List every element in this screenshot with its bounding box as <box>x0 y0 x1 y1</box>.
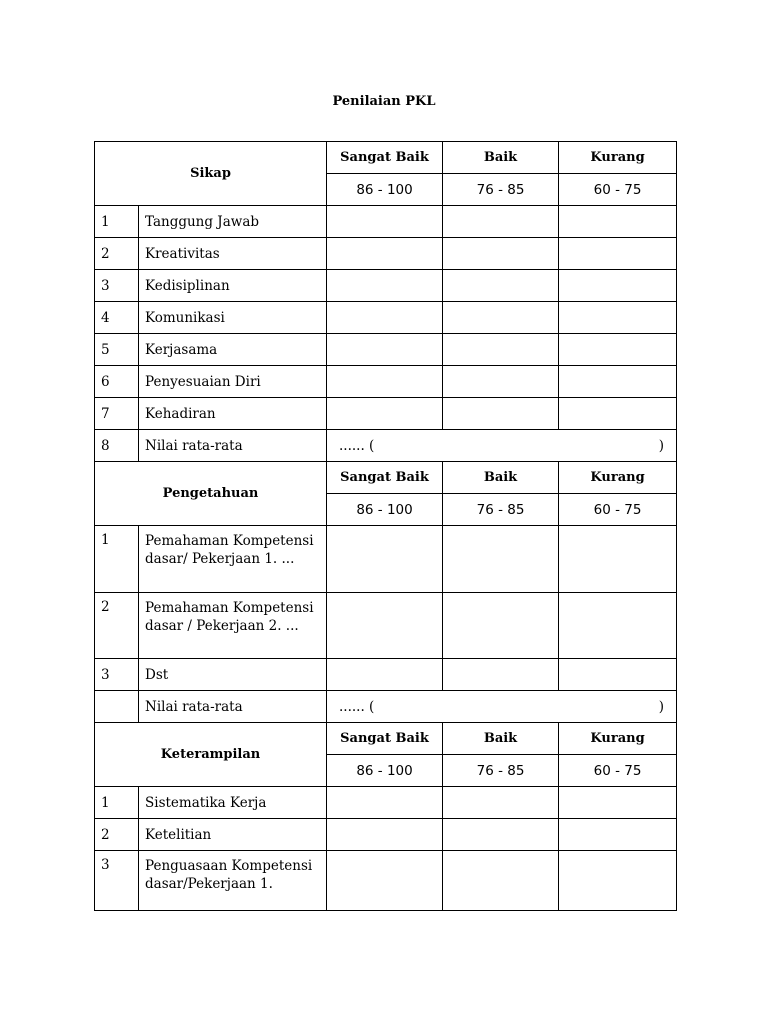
score-cell-baik[interactable] <box>443 526 559 593</box>
score-cell-baik[interactable] <box>443 366 559 398</box>
score-cell-kurang[interactable] <box>559 238 677 270</box>
score-cell-baik[interactable] <box>443 659 559 691</box>
col-kurang: Kurang <box>559 723 677 755</box>
row-label: Ketelitian <box>139 819 327 851</box>
score-cell-kurang[interactable] <box>559 334 677 366</box>
table-row <box>95 659 677 691</box>
table-row <box>95 851 677 911</box>
row-number: 3 <box>95 851 139 911</box>
row-label: Kreativitas <box>139 238 327 270</box>
row-number: 3 <box>95 659 139 691</box>
section-heading-sikap: Sikap <box>95 142 327 206</box>
average-close-paren: ) <box>658 437 665 454</box>
col-baik: Baik <box>443 462 559 494</box>
col-baik: Baik <box>443 723 559 755</box>
score-cell-sangat-baik[interactable] <box>327 526 443 593</box>
score-cell-baik[interactable] <box>443 593 559 659</box>
score-cell-kurang[interactable] <box>559 302 677 334</box>
table-row <box>95 302 677 334</box>
average-value-field[interactable] <box>327 430 677 462</box>
range-baik: 76 - 85 <box>443 174 559 206</box>
score-cell-kurang[interactable] <box>559 851 677 911</box>
section-heading-pengetahuan: Pengetahuan <box>95 462 327 526</box>
score-cell-baik[interactable] <box>443 206 559 238</box>
table-row <box>95 334 677 366</box>
table-row <box>95 787 677 819</box>
row-number: 4 <box>95 302 139 334</box>
score-cell-baik[interactable] <box>443 238 559 270</box>
row-number: 3 <box>95 270 139 302</box>
score-cell-sangat-baik[interactable] <box>327 787 443 819</box>
range-sangat-baik: 86 - 100 <box>327 755 443 787</box>
average-value-field[interactable] <box>327 691 677 723</box>
row-number: 1 <box>95 526 139 593</box>
row-number: 2 <box>95 238 139 270</box>
row-label: Tanggung Jawab <box>139 206 327 238</box>
pengetahuan-header-row <box>95 462 677 494</box>
score-cell-baik[interactable] <box>443 787 559 819</box>
col-kurang: Kurang <box>559 142 677 174</box>
score-cell-sangat-baik[interactable] <box>327 851 443 911</box>
row-label: Pemahaman Kompetensi dasar/ Pekerjaan 1. ... <box>139 526 327 593</box>
score-cell-kurang[interactable] <box>559 366 677 398</box>
table-row <box>95 238 677 270</box>
score-cell-sangat-baik[interactable] <box>327 593 443 659</box>
score-cell-baik[interactable] <box>443 334 559 366</box>
range-sangat-baik: 86 - 100 <box>327 174 443 206</box>
row-number: 1 <box>95 787 139 819</box>
col-sangat-baik: Sangat Baik <box>327 462 443 494</box>
range-sangat-baik: 86 - 100 <box>327 494 443 526</box>
row-label: Kerjasama <box>139 334 327 366</box>
score-cell-kurang[interactable] <box>559 398 677 430</box>
table-row <box>95 593 677 659</box>
score-cell-baik[interactable] <box>443 398 559 430</box>
score-cell-kurang[interactable] <box>559 819 677 851</box>
sikap-header-row <box>95 142 677 174</box>
row-label: Dst <box>139 659 327 691</box>
score-cell-baik[interactable] <box>443 819 559 851</box>
row-number: 2 <box>95 819 139 851</box>
keterampilan-header-row <box>95 723 677 755</box>
range-kurang: 60 - 75 <box>559 494 677 526</box>
score-cell-kurang[interactable] <box>559 787 677 819</box>
row-number: 1 <box>95 206 139 238</box>
row-number: 2 <box>95 593 139 659</box>
score-cell-kurang[interactable] <box>559 526 677 593</box>
table-row <box>95 526 677 593</box>
average-placeholder: ...... ( <box>339 437 375 454</box>
range-kurang: 60 - 75 <box>559 174 677 206</box>
row-label: Kedisiplinan <box>139 270 327 302</box>
score-cell-sangat-baik[interactable] <box>327 334 443 366</box>
row-label: Sistematika Kerja <box>139 787 327 819</box>
average-row-pengetahuan <box>95 691 677 723</box>
score-cell-kurang[interactable] <box>559 659 677 691</box>
table-row <box>95 270 677 302</box>
score-cell-kurang[interactable] <box>559 270 677 302</box>
average-placeholder: ...... ( <box>339 698 375 715</box>
score-cell-sangat-baik[interactable] <box>327 206 443 238</box>
range-baik: 76 - 85 <box>443 494 559 526</box>
row-number: 7 <box>95 398 139 430</box>
score-cell-kurang[interactable] <box>559 206 677 238</box>
score-cell-baik[interactable] <box>443 270 559 302</box>
score-cell-sangat-baik[interactable] <box>327 238 443 270</box>
row-number <box>95 691 139 723</box>
score-cell-sangat-baik[interactable] <box>327 659 443 691</box>
row-label: Penguasaan Kompetensi dasar/Pekerjaan 1. <box>139 851 327 911</box>
average-close-paren: ) <box>658 698 665 715</box>
col-kurang: Kurang <box>559 462 677 494</box>
table-row <box>95 398 677 430</box>
page-title: Penilaian PKL <box>332 94 436 109</box>
score-cell-baik[interactable] <box>443 851 559 911</box>
col-baik: Baik <box>443 142 559 174</box>
average-row-sikap <box>95 430 677 462</box>
table-row <box>95 206 677 238</box>
score-cell-sangat-baik[interactable] <box>327 302 443 334</box>
score-cell-kurang[interactable] <box>559 593 677 659</box>
average-label: Nilai rata-rata <box>139 430 327 462</box>
col-sangat-baik: Sangat Baik <box>327 142 443 174</box>
section-heading-keterampilan: Keterampilan <box>95 723 327 787</box>
row-number: 5 <box>95 334 139 366</box>
row-label: Komunikasi <box>139 302 327 334</box>
assessment-table <box>94 141 677 911</box>
score-cell-baik[interactable] <box>443 302 559 334</box>
col-sangat-baik: Sangat Baik <box>327 723 443 755</box>
row-label: Pemahaman Kompetensi dasar / Pekerjaan 2. ... <box>139 593 327 659</box>
score-cell-sangat-baik[interactable] <box>327 270 443 302</box>
row-number: 6 <box>95 366 139 398</box>
table-row <box>95 819 677 851</box>
table-row <box>95 366 677 398</box>
row-label: Kehadiran <box>139 398 327 430</box>
average-label: Nilai rata-rata <box>139 691 327 723</box>
row-number: 8 <box>95 430 139 462</box>
score-cell-sangat-baik[interactable] <box>327 398 443 430</box>
score-cell-sangat-baik[interactable] <box>327 819 443 851</box>
range-baik: 76 - 85 <box>443 755 559 787</box>
score-cell-sangat-baik[interactable] <box>327 366 443 398</box>
row-label: Penyesuaian Diri <box>139 366 327 398</box>
range-kurang: 60 - 75 <box>559 755 677 787</box>
